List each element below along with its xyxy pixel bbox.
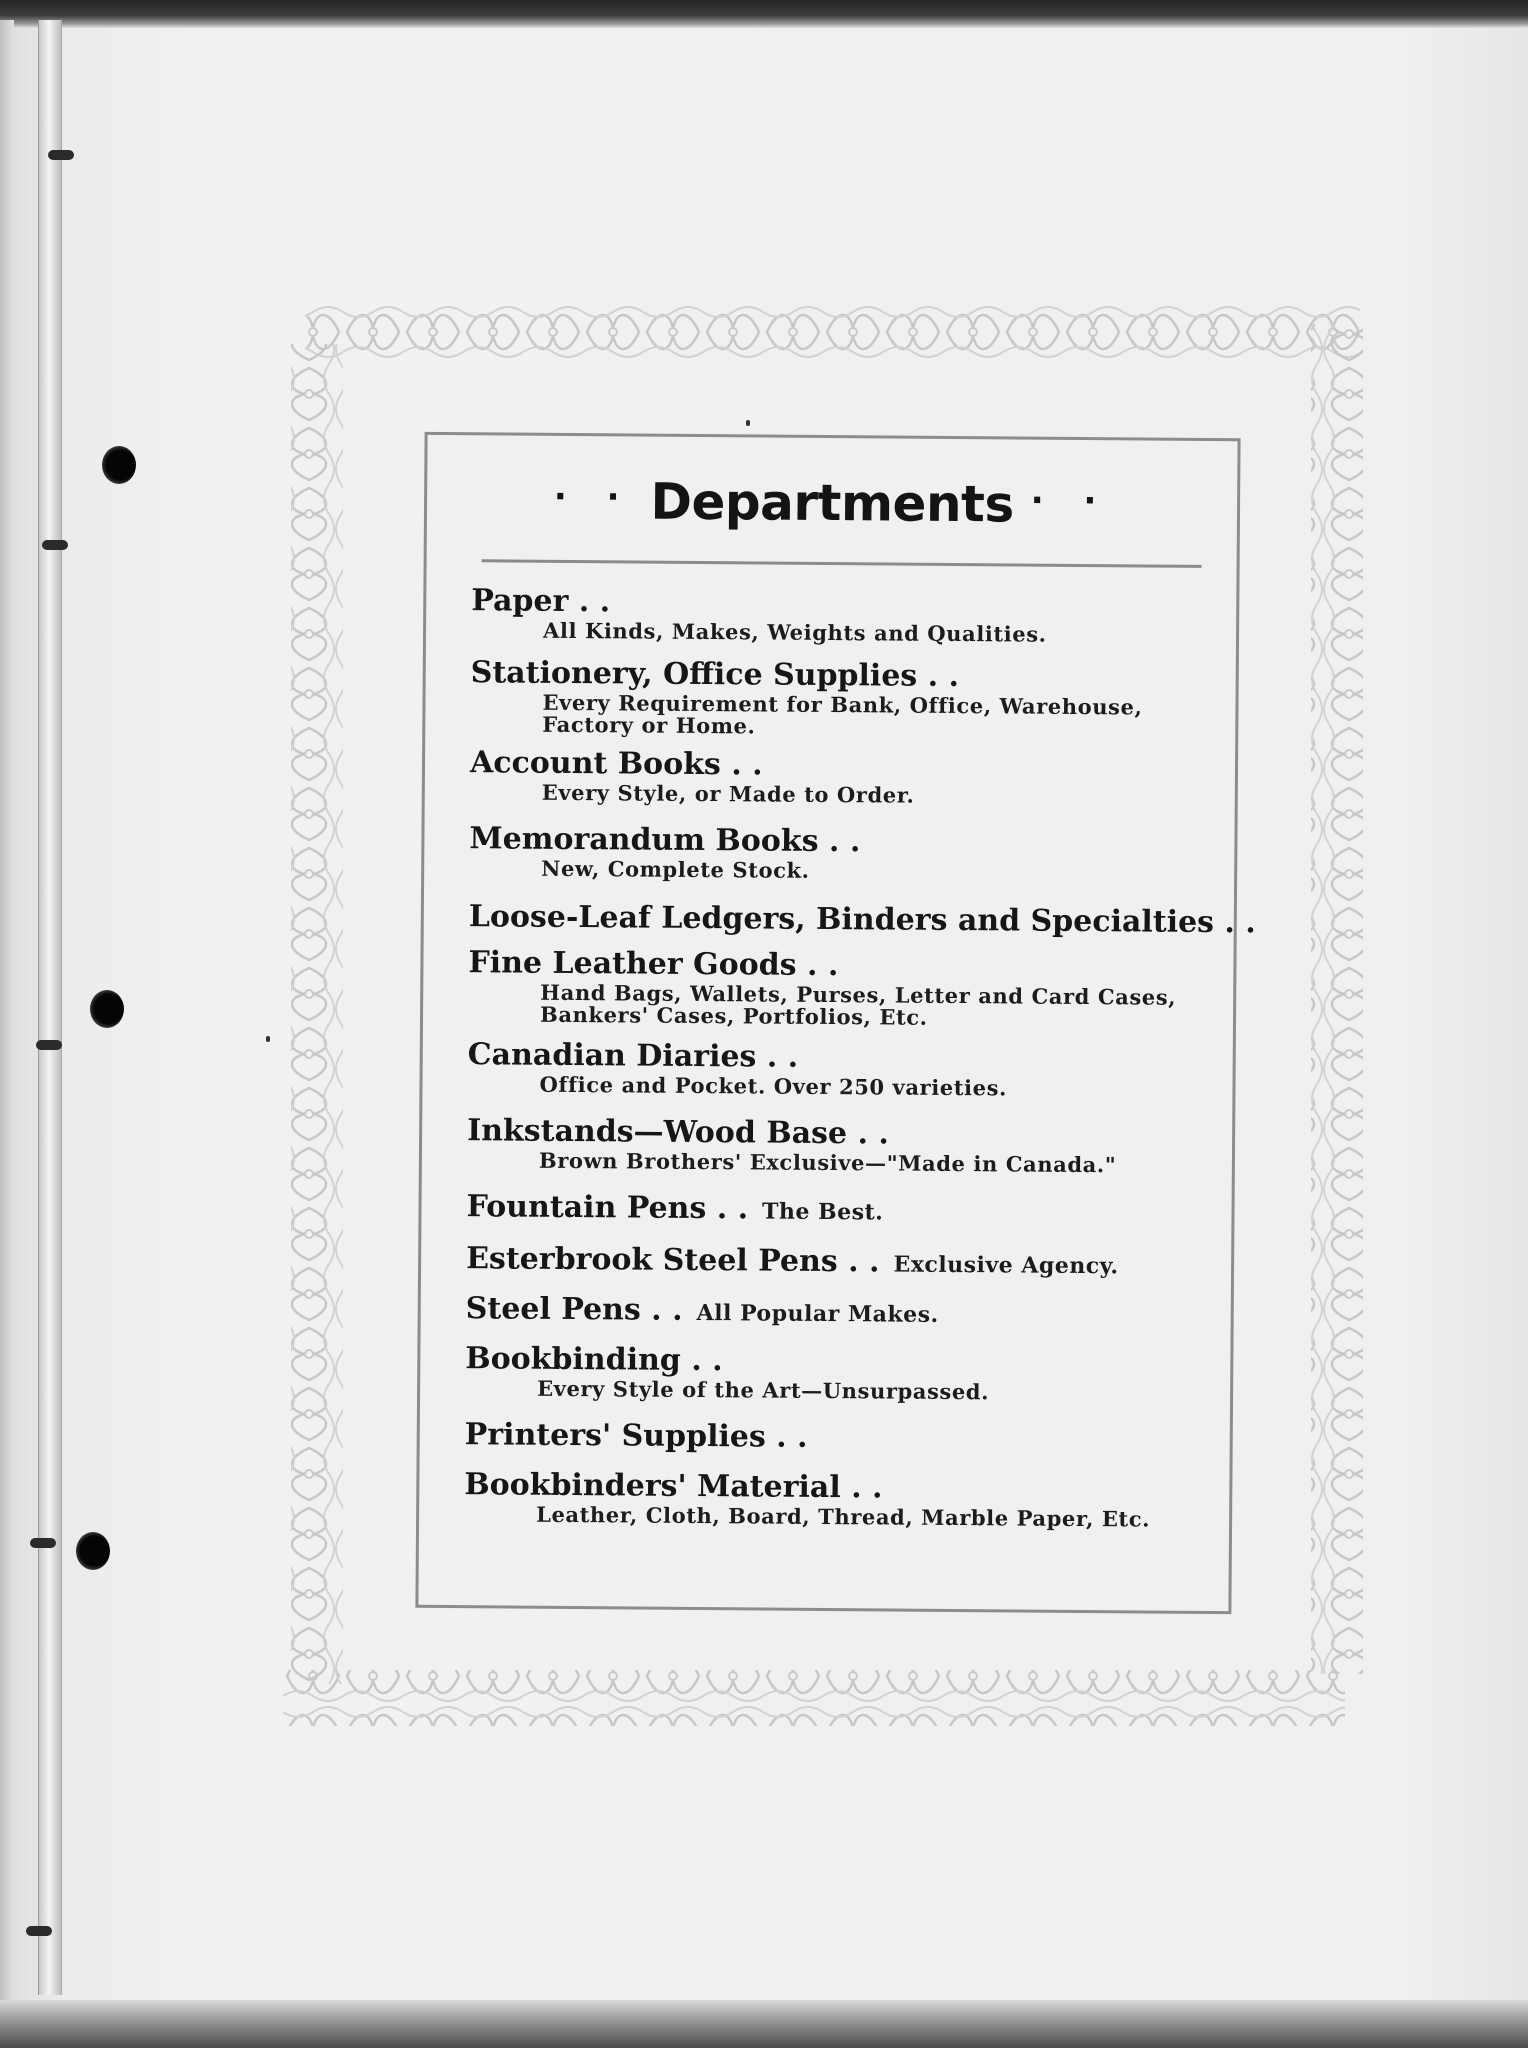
department-name: Canadian Diaries . .	[467, 1037, 799, 1075]
binder-ring-mark	[48, 150, 74, 160]
heading-dots-left: · ·	[553, 476, 634, 518]
department-description: Brown Brothers' Exclusive—"Made in Canada."	[538, 1147, 1117, 1178]
department-name	[466, 1189, 1206, 1233]
binder-ring-mark	[26, 1926, 52, 1936]
department-description: Bankers' Cases, Portfolios, Etc.	[539, 1001, 928, 1030]
binder-ring-mark	[36, 1040, 62, 1050]
heading-dots-right: · ·	[1030, 480, 1111, 522]
department-entry	[469, 821, 1209, 885]
panel-heading	[427, 471, 1237, 535]
department-description: All Kinds, Makes, Weights and Qualities.	[542, 617, 1047, 647]
department-name: Inkstands—Wood Base . .	[467, 1113, 890, 1152]
binder-ring-mark	[30, 1538, 56, 1548]
department-entry	[465, 1341, 1205, 1405]
department-entry	[465, 1417, 1205, 1459]
department-name: Fine Leather Goods . .	[468, 945, 839, 984]
department-inline-description: The Best.	[761, 1198, 884, 1226]
department-name-text: Fountain Pens . .	[466, 1189, 749, 1227]
departments-panel	[415, 432, 1256, 1614]
heading-title: Departments	[650, 472, 1014, 534]
department-entry	[470, 745, 1210, 809]
department-description: Office and Pocket. Over 250 varieties.	[539, 1071, 1008, 1101]
heading-rule	[482, 559, 1202, 568]
department-name: Loose-Leaf Ledgers, Binders and Specialties . .	[468, 899, 1256, 941]
punch-hole	[102, 446, 136, 484]
department-entry	[467, 1037, 1207, 1101]
department-description: Every Style of the Art—Unsurpassed.	[537, 1375, 990, 1405]
department-name: Account Books . .	[469, 745, 763, 783]
department-description: Hand Bags, Wallets, Purses, Letter and Card Cases,	[540, 979, 1177, 1010]
department-entry	[464, 1467, 1204, 1531]
department-inline-description: All Popular Makes.	[696, 1299, 939, 1328]
department-entry	[470, 655, 1211, 741]
department-entry	[467, 1113, 1207, 1177]
top-scan-shadow	[0, 0, 1528, 28]
department-entry	[466, 1241, 1206, 1285]
department-name: Memorandum Books . .	[469, 821, 861, 860]
binder-ring-mark	[42, 540, 68, 550]
department-description: Every Requirement for Bank, Office, Warehouse,	[542, 689, 1143, 720]
department-description: Every Style, or Made to Order.	[541, 779, 915, 808]
left-page-edge	[0, 20, 14, 2000]
department-entry	[466, 1189, 1206, 1233]
department-name: Paper . .	[471, 583, 611, 620]
department-name-text: Steel Pens . .	[465, 1291, 683, 1328]
department-entry	[466, 1291, 1206, 1335]
dust-speck	[266, 1036, 270, 1042]
department-name: Bookbinders' Material . .	[464, 1467, 883, 1506]
department-name	[466, 1241, 1206, 1285]
punch-hole	[90, 990, 124, 1028]
binder-spine	[38, 20, 62, 1995]
department-name: Printers' Supplies . .	[464, 1417, 808, 1455]
department-name	[466, 1291, 1206, 1335]
department-description: Factory or Home.	[542, 711, 756, 739]
department-name: Bookbinding . .	[465, 1341, 723, 1379]
department-entry	[471, 583, 1211, 647]
department-entry	[468, 945, 1209, 1031]
department-description: New, Complete Stock.	[541, 855, 810, 883]
department-inline-description: Exclusive Agency.	[893, 1251, 1119, 1280]
department-name: Stationery, Office Supplies . .	[470, 655, 960, 695]
department-list	[464, 575, 1256, 1532]
department-name-text: Esterbrook Steel Pens . .	[466, 1241, 880, 1280]
department-entry	[468, 899, 1256, 941]
punch-hole	[76, 1532, 110, 1570]
bottom-scan-shadow	[0, 2000, 1528, 2048]
department-description: Leather, Cloth, Board, Thread, Marble Paper, Etc.	[536, 1501, 1151, 1532]
